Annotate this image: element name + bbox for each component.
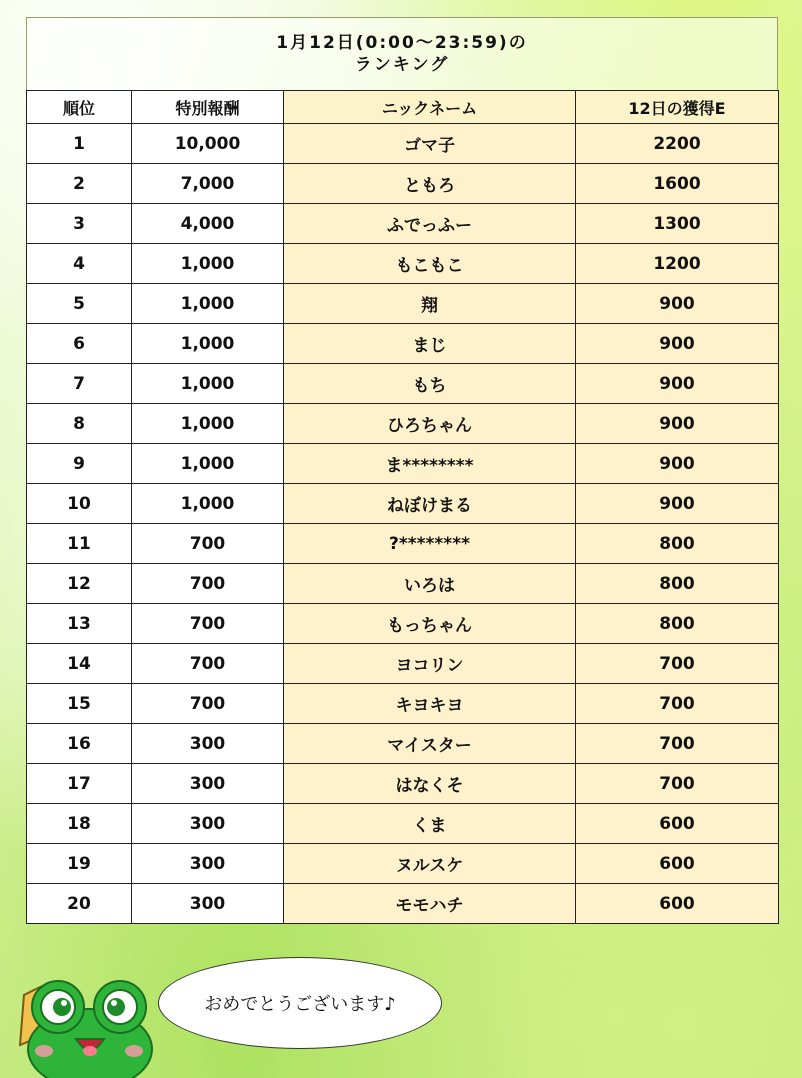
nickname-cell: ともろ bbox=[284, 164, 576, 204]
reward-cell: 300 bbox=[132, 884, 284, 924]
table-row bbox=[27, 684, 779, 724]
nickname-cell: はなくそ bbox=[284, 764, 576, 804]
header-points: 12日の獲得E bbox=[576, 91, 779, 124]
points-cell: 800 bbox=[576, 524, 779, 564]
table-row bbox=[27, 124, 779, 164]
rank-cell: 1 bbox=[27, 124, 132, 164]
nickname-cell: マイスター bbox=[284, 724, 576, 764]
reward-cell: 7,000 bbox=[132, 164, 284, 204]
rank-cell: 13 bbox=[27, 604, 132, 644]
frog-mascot-icon bbox=[10, 975, 160, 1078]
reward-cell: 700 bbox=[132, 564, 284, 604]
table-header-row bbox=[27, 91, 779, 124]
ranking-title bbox=[26, 17, 778, 90]
rank-cell: 11 bbox=[27, 524, 132, 564]
reward-cell: 300 bbox=[132, 804, 284, 844]
nickname-cell: ヌルスケ bbox=[284, 844, 576, 884]
table-row bbox=[27, 324, 779, 364]
speech-bubble bbox=[158, 957, 442, 1049]
table-row bbox=[27, 884, 779, 924]
reward-cell: 700 bbox=[132, 604, 284, 644]
reward-cell: 1,000 bbox=[132, 404, 284, 444]
table-row bbox=[27, 804, 779, 844]
reward-cell: 1,000 bbox=[132, 444, 284, 484]
points-cell: 600 bbox=[576, 844, 779, 884]
table-row bbox=[27, 164, 779, 204]
table-row bbox=[27, 284, 779, 324]
table-row bbox=[27, 404, 779, 444]
ranking-sheet bbox=[26, 17, 778, 924]
points-cell: 700 bbox=[576, 764, 779, 804]
points-cell: 1300 bbox=[576, 204, 779, 244]
title-line-2: ランキング bbox=[354, 55, 450, 75]
points-cell: 700 bbox=[576, 724, 779, 764]
points-cell: 700 bbox=[576, 684, 779, 724]
nickname-cell: モモハチ bbox=[284, 884, 576, 924]
rank-cell: 15 bbox=[27, 684, 132, 724]
reward-cell: 700 bbox=[132, 524, 284, 564]
rank-cell: 6 bbox=[27, 324, 132, 364]
nickname-cell: くま bbox=[284, 804, 576, 844]
points-cell: 600 bbox=[576, 804, 779, 844]
nickname-cell: まじ bbox=[284, 324, 576, 364]
points-cell: 800 bbox=[576, 604, 779, 644]
table-row bbox=[27, 484, 779, 524]
reward-cell: 300 bbox=[132, 844, 284, 884]
rank-cell: 17 bbox=[27, 764, 132, 804]
points-cell: 600 bbox=[576, 884, 779, 924]
nickname-cell: いろは bbox=[284, 564, 576, 604]
rank-cell: 4 bbox=[27, 244, 132, 284]
table-row bbox=[27, 604, 779, 644]
reward-cell: 4,000 bbox=[132, 204, 284, 244]
reward-cell: 300 bbox=[132, 724, 284, 764]
points-cell: 700 bbox=[576, 644, 779, 684]
rank-cell: 7 bbox=[27, 364, 132, 404]
table-row bbox=[27, 764, 779, 804]
rank-cell: 2 bbox=[27, 164, 132, 204]
nickname-cell: ひろちゃん bbox=[284, 404, 576, 444]
table-row bbox=[27, 564, 779, 604]
table-row bbox=[27, 364, 779, 404]
rank-cell: 10 bbox=[27, 484, 132, 524]
reward-cell: 1,000 bbox=[132, 484, 284, 524]
rank-cell: 12 bbox=[27, 564, 132, 604]
reward-cell: 300 bbox=[132, 764, 284, 804]
title-line-1: 1月12日(0:00～23:59)の bbox=[276, 33, 528, 53]
nickname-cell: もっちゃん bbox=[284, 604, 576, 644]
rank-cell: 3 bbox=[27, 204, 132, 244]
rank-cell: 20 bbox=[27, 884, 132, 924]
nickname-cell: ま******** bbox=[284, 444, 576, 484]
nickname-cell: ヨコリン bbox=[284, 644, 576, 684]
reward-cell: 700 bbox=[132, 684, 284, 724]
nickname-cell: ゴマ子 bbox=[284, 124, 576, 164]
nickname-cell: ねぼけまる bbox=[284, 484, 576, 524]
table-row bbox=[27, 244, 779, 284]
table-row bbox=[27, 644, 779, 684]
table-row bbox=[27, 524, 779, 564]
points-cell: 2200 bbox=[576, 124, 779, 164]
reward-cell: 700 bbox=[132, 644, 284, 684]
table-row bbox=[27, 724, 779, 764]
rank-cell: 9 bbox=[27, 444, 132, 484]
rank-cell: 19 bbox=[27, 844, 132, 884]
reward-cell: 10,000 bbox=[132, 124, 284, 164]
nickname-cell: もこもこ bbox=[284, 244, 576, 284]
rank-cell: 18 bbox=[27, 804, 132, 844]
reward-cell: 1,000 bbox=[132, 324, 284, 364]
points-cell: 1600 bbox=[576, 164, 779, 204]
nickname-cell: 翔 bbox=[284, 284, 576, 324]
points-cell: 900 bbox=[576, 364, 779, 404]
rank-cell: 5 bbox=[27, 284, 132, 324]
rank-cell: 8 bbox=[27, 404, 132, 444]
points-cell: 900 bbox=[576, 484, 779, 524]
table-row bbox=[27, 444, 779, 484]
nickname-cell: キヨキヨ bbox=[284, 684, 576, 724]
bubble-text: おめでとうございます♪ bbox=[204, 994, 396, 1015]
points-cell: 900 bbox=[576, 324, 779, 364]
points-cell: 900 bbox=[576, 404, 779, 444]
table-row bbox=[27, 844, 779, 884]
rank-cell: 16 bbox=[27, 724, 132, 764]
points-cell: 900 bbox=[576, 284, 779, 324]
table-row bbox=[27, 204, 779, 244]
ranking-table bbox=[26, 90, 779, 924]
points-cell: 800 bbox=[576, 564, 779, 604]
reward-cell: 1,000 bbox=[132, 244, 284, 284]
rank-cell: 14 bbox=[27, 644, 132, 684]
nickname-cell: もち bbox=[284, 364, 576, 404]
points-cell: 900 bbox=[576, 444, 779, 484]
points-cell: 1200 bbox=[576, 244, 779, 284]
reward-cell: 1,000 bbox=[132, 284, 284, 324]
nickname-cell: ?******** bbox=[284, 524, 576, 564]
header-rank: 順位 bbox=[27, 91, 132, 124]
nickname-cell: ふでっふー bbox=[284, 204, 576, 244]
reward-cell: 1,000 bbox=[132, 364, 284, 404]
header-nickname: ニックネーム bbox=[284, 91, 576, 124]
header-reward: 特別報酬 bbox=[132, 91, 284, 124]
